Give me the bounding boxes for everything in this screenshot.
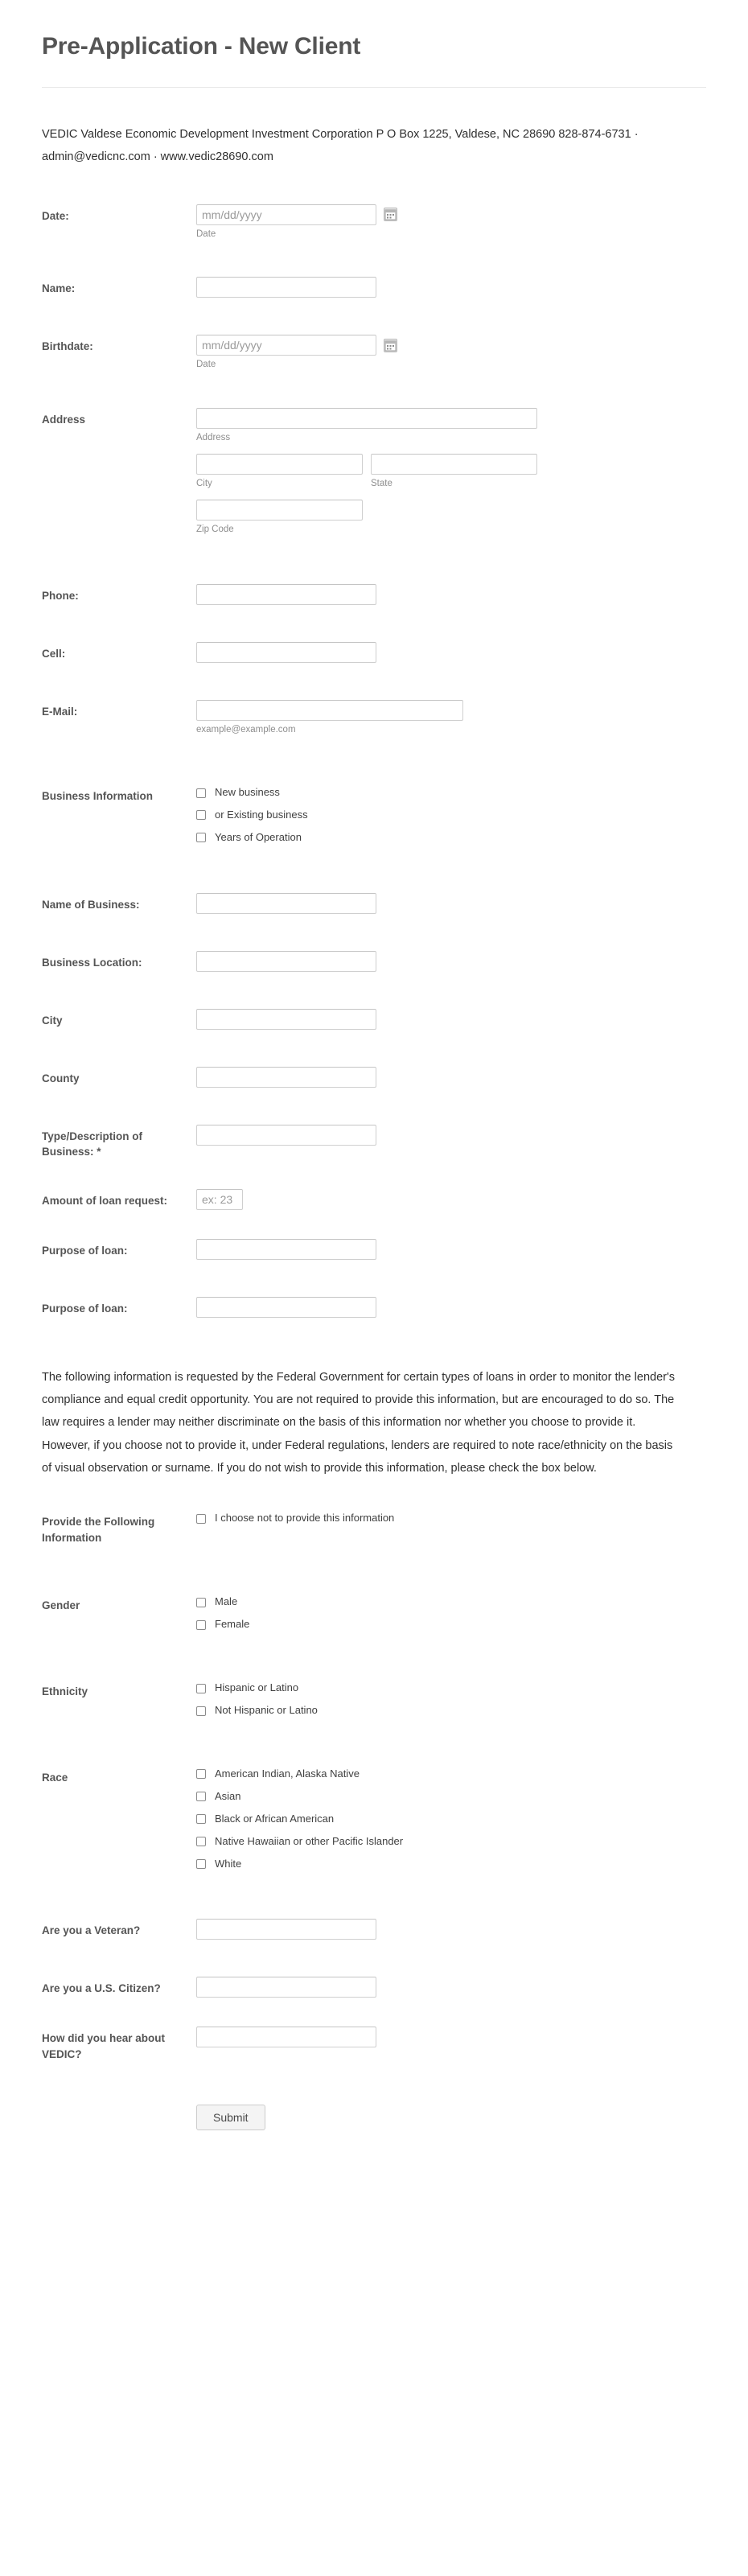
label-gender: Gender: [42, 1599, 80, 1612]
birthdate-input[interactable]: [196, 335, 376, 356]
field-row-purpose-of-loan-2: [42, 1297, 706, 1318]
address-zip-col: [196, 500, 706, 536]
calendar-icon[interactable]: [384, 339, 397, 352]
email-input[interactable]: [196, 700, 463, 721]
checkbox-row[interactable]: [196, 786, 706, 800]
field-row-how-hear: [42, 2027, 706, 2062]
field-row-amount-of-loan: [42, 1189, 706, 1210]
spacer: [42, 1652, 706, 1680]
spacer: [42, 1051, 706, 1067]
spacer: [42, 935, 706, 951]
sublabel-address-state: State: [371, 479, 392, 489]
form-body: [0, 169, 748, 1318]
checkbox-group-business-information: [196, 784, 706, 845]
amount-of-loan-input[interactable]: [196, 1189, 243, 1210]
spacer: [42, 2018, 706, 2027]
field-row-provide-following: [42, 1510, 706, 1545]
spacer: [42, 1181, 706, 1189]
spacer: [42, 757, 706, 784]
sublabel-date: Date: [196, 228, 216, 239]
field-type-description: [196, 1125, 706, 1146]
field-amount-of-loan: [196, 1189, 706, 1210]
checkbox-label[interactable]: Years of Operation: [215, 830, 302, 843]
checkbox-label[interactable]: American Indian, Alaska Native: [215, 1767, 360, 1780]
checkbox-row[interactable]: [196, 809, 706, 822]
field-row-birthdate: [42, 335, 706, 371]
field-row-email: [42, 700, 706, 736]
spacer: [42, 1109, 706, 1125]
field-row-veteran: [42, 1919, 706, 1940]
checkbox-label[interactable]: New business: [215, 786, 280, 799]
field-row-business-information: [42, 784, 706, 845]
date-input[interactable]: [196, 204, 376, 225]
checkbox-female[interactable]: [196, 1620, 206, 1630]
field-row-cell: [42, 642, 706, 663]
field-city: [196, 1009, 706, 1030]
field-name-of-business: [196, 893, 706, 914]
label-business-information: Business Information: [42, 790, 154, 803]
spacer: [42, 557, 706, 584]
checkbox-label[interactable]: Black or African American: [215, 1812, 335, 1825]
field-row-ethnicity: [42, 1680, 706, 1718]
address-state-col: [371, 454, 537, 490]
field-county: [196, 1067, 706, 1088]
label-purpose-of-loan-2: Purpose of loan:: [42, 1302, 128, 1315]
field-purpose-of-loan-2: [196, 1297, 706, 1318]
field-row-type-description: [42, 1125, 706, 1160]
intro-block: [0, 88, 748, 169]
veteran-input[interactable]: [196, 1919, 376, 1940]
address-street-input[interactable]: [196, 408, 537, 429]
checkbox-native-hawaiian-pacific-islander[interactable]: [196, 1837, 206, 1846]
label-how-hear: How did you hear about VEDIC?: [42, 2032, 166, 2060]
type-description-input[interactable]: [196, 1125, 376, 1146]
sublabel-address-zip: Zip Code: [196, 525, 234, 535]
checkbox-group-ethnicity: [196, 1680, 706, 1718]
organization-info-text: VEDIC Valdese Economic Development Investment Corporation P O Box 1225, Valdese, NC 28690 828-874-6731 · admin@vedicnc.com · www.vedic28690.com: [42, 128, 639, 164]
field-row-date: [42, 204, 706, 241]
checkbox-row[interactable]: [196, 1858, 706, 1871]
sublabel-birthdate: Date: [196, 360, 216, 370]
name-of-business-input[interactable]: [196, 893, 376, 914]
checkbox-male[interactable]: [196, 1598, 206, 1607]
field-row-address: [42, 408, 706, 536]
form-header: [0, 0, 748, 88]
label-birthdate: Birthdate:: [42, 340, 93, 353]
spacer: [42, 1566, 706, 1594]
business-location-input[interactable]: [196, 951, 376, 972]
checkbox-label[interactable]: or Existing business: [215, 809, 308, 821]
cell-input[interactable]: [196, 642, 376, 663]
spacer: [42, 1231, 706, 1239]
calendar-icon[interactable]: [384, 208, 397, 221]
label-business-location: Business Location:: [42, 956, 142, 969]
checkbox-row[interactable]: [196, 1835, 706, 1849]
sublabel-email: example@example.com: [196, 725, 296, 735]
label-phone: Phone:: [42, 590, 79, 603]
checkbox-row[interactable]: [196, 1767, 706, 1781]
label-address: Address: [42, 414, 86, 426]
page-title: Pre-Application - New Client: [42, 33, 361, 60]
label-type-description: Type/Description of Business: *: [42, 1130, 143, 1158]
checkbox-new-business[interactable]: [196, 788, 206, 798]
label-name: Name:: [42, 282, 76, 295]
spacer: [42, 1281, 706, 1297]
how-hear-input[interactable]: [196, 2027, 376, 2047]
demographics-body: [0, 1479, 748, 2062]
us-citizen-input[interactable]: [196, 1977, 376, 1998]
field-phone: [196, 584, 706, 605]
checkbox-row[interactable]: [196, 1618, 706, 1632]
checkbox-american-indian-alaska-native[interactable]: [196, 1769, 206, 1779]
spacer: [42, 866, 706, 893]
checkbox-label[interactable]: Native Hawaiian or other Pacific Islander: [215, 1834, 404, 1847]
federal-disclosure-text: The following information is requested by the Federal Government for certain types of loans in order to monitor the lender's compliance and equal credit opportunity. You are not required to provide this information, but are encouraged to do so. The law requires a lender may neither discriminate on the basis of this information nor whether you choose to provide it. However, if you choose not to provide it, under Federal regulations, lenders are required to note race/ethnicity on the basis of visual observation or surname. If you do not wish to provide this information, please check the box below.: [42, 1370, 675, 1475]
field-row-us-citizen: [42, 1977, 706, 1998]
label-us-citizen: Are you a U.S. Citizen?: [42, 1982, 161, 1995]
label-amount-of-loan: Amount of loan request:: [42, 1194, 167, 1207]
checkbox-label[interactable]: Male: [215, 1595, 238, 1608]
checkbox-group-gender: [196, 1594, 706, 1632]
purpose-of-loan-1-input[interactable]: [196, 1239, 376, 1260]
checkbox-choose-not-to-provide[interactable]: [196, 1514, 206, 1524]
field-row-name-of-business: [42, 893, 706, 914]
label-date: Date:: [42, 209, 69, 222]
checkbox-asian[interactable]: [196, 1792, 206, 1801]
submit-button[interactable]: Submit: [196, 2105, 265, 2130]
field-how-hear: [196, 2027, 706, 2047]
field-row-city: [42, 1009, 706, 1030]
checkbox-white[interactable]: [196, 1859, 206, 1869]
address-city-col: [196, 454, 363, 490]
field-us-citizen: [196, 1977, 706, 1998]
field-address-group: [196, 408, 706, 536]
label-name-of-business: Name of Business:: [42, 898, 140, 911]
checkbox-label[interactable]: I choose not to provide this information: [215, 1512, 395, 1525]
label-city: City: [42, 1014, 63, 1027]
name-input[interactable]: [196, 277, 376, 298]
checkbox-black-or-african-american[interactable]: [196, 1814, 206, 1824]
field-row-gender: [42, 1594, 706, 1632]
checkbox-row[interactable]: [196, 1790, 706, 1804]
spacer: [42, 626, 706, 642]
sublabel-address-street: Address: [196, 433, 231, 443]
field-business-location: [196, 951, 706, 972]
checkbox-row[interactable]: [196, 1681, 706, 1695]
address-state-input[interactable]: [371, 454, 537, 475]
address-city-input[interactable]: [196, 454, 363, 475]
checkbox-row[interactable]: [196, 831, 706, 845]
field-row-purpose-of-loan-1: [42, 1239, 706, 1260]
field-purpose-of-loan-1: [196, 1239, 706, 1260]
checkbox-row[interactable]: [196, 1512, 706, 1525]
address-zip-input[interactable]: [196, 500, 363, 521]
checkbox-row[interactable]: [196, 1813, 706, 1826]
field-cell: [196, 642, 706, 663]
field-email: [196, 700, 706, 736]
label-cell: Cell:: [42, 648, 66, 660]
field-row-business-location: [42, 951, 706, 972]
spacer: [42, 392, 706, 408]
label-ethnicity: Ethnicity: [42, 1685, 88, 1698]
checkbox-row[interactable]: [196, 1704, 706, 1718]
spacer: [42, 1891, 706, 1919]
purpose-of-loan-2-input[interactable]: [196, 1297, 376, 1318]
checkbox-label[interactable]: Asian: [215, 1789, 241, 1802]
checkbox-label[interactable]: Hispanic or Latino: [215, 1681, 299, 1694]
checkbox-not-hispanic-or-latino[interactable]: [196, 1706, 206, 1716]
submit-section: [0, 2084, 748, 2167]
label-purpose-of-loan-1: Purpose of loan:: [42, 1244, 128, 1257]
sublabel-address-city: City: [196, 479, 212, 489]
label-veteran: Are you a Veteran?: [42, 1924, 141, 1937]
label-county: County: [42, 1072, 80, 1084]
field-row-name: [42, 277, 706, 298]
label-race: Race: [42, 1771, 68, 1784]
checkbox-label[interactable]: Not Hispanic or Latino: [215, 1704, 318, 1717]
field-row-county: [42, 1067, 706, 1088]
field-veteran: [196, 1919, 706, 1940]
city-input[interactable]: [196, 1009, 376, 1030]
label-provide-following: Provide the Following Information: [42, 1516, 155, 1544]
field-date: [196, 204, 706, 241]
label-email: E-Mail:: [42, 706, 78, 718]
checkbox-hispanic-or-latino[interactable]: [196, 1684, 206, 1693]
field-name: [196, 277, 706, 298]
phone-input[interactable]: [196, 584, 376, 605]
spacer: [42, 1961, 706, 1977]
spacer: [42, 993, 706, 1009]
checkbox-group-race: [196, 1766, 706, 1870]
checkbox-existing-business[interactable]: [196, 810, 206, 820]
spacer: [42, 261, 706, 277]
checkbox-row[interactable]: [196, 1595, 706, 1609]
field-birthdate: [196, 335, 706, 371]
spacer: [42, 1739, 706, 1766]
spacer: [42, 684, 706, 700]
field-row-race: [42, 1766, 706, 1870]
checkbox-label[interactable]: White: [215, 1857, 242, 1870]
checkbox-group-provide-following: [196, 1510, 706, 1525]
field-row-phone: [42, 584, 706, 605]
county-input[interactable]: [196, 1067, 376, 1088]
checkbox-label[interactable]: Female: [215, 1618, 250, 1631]
legal-block: [0, 1339, 748, 1479]
spacer: [42, 319, 706, 335]
checkbox-years-of-operation[interactable]: [196, 833, 206, 842]
